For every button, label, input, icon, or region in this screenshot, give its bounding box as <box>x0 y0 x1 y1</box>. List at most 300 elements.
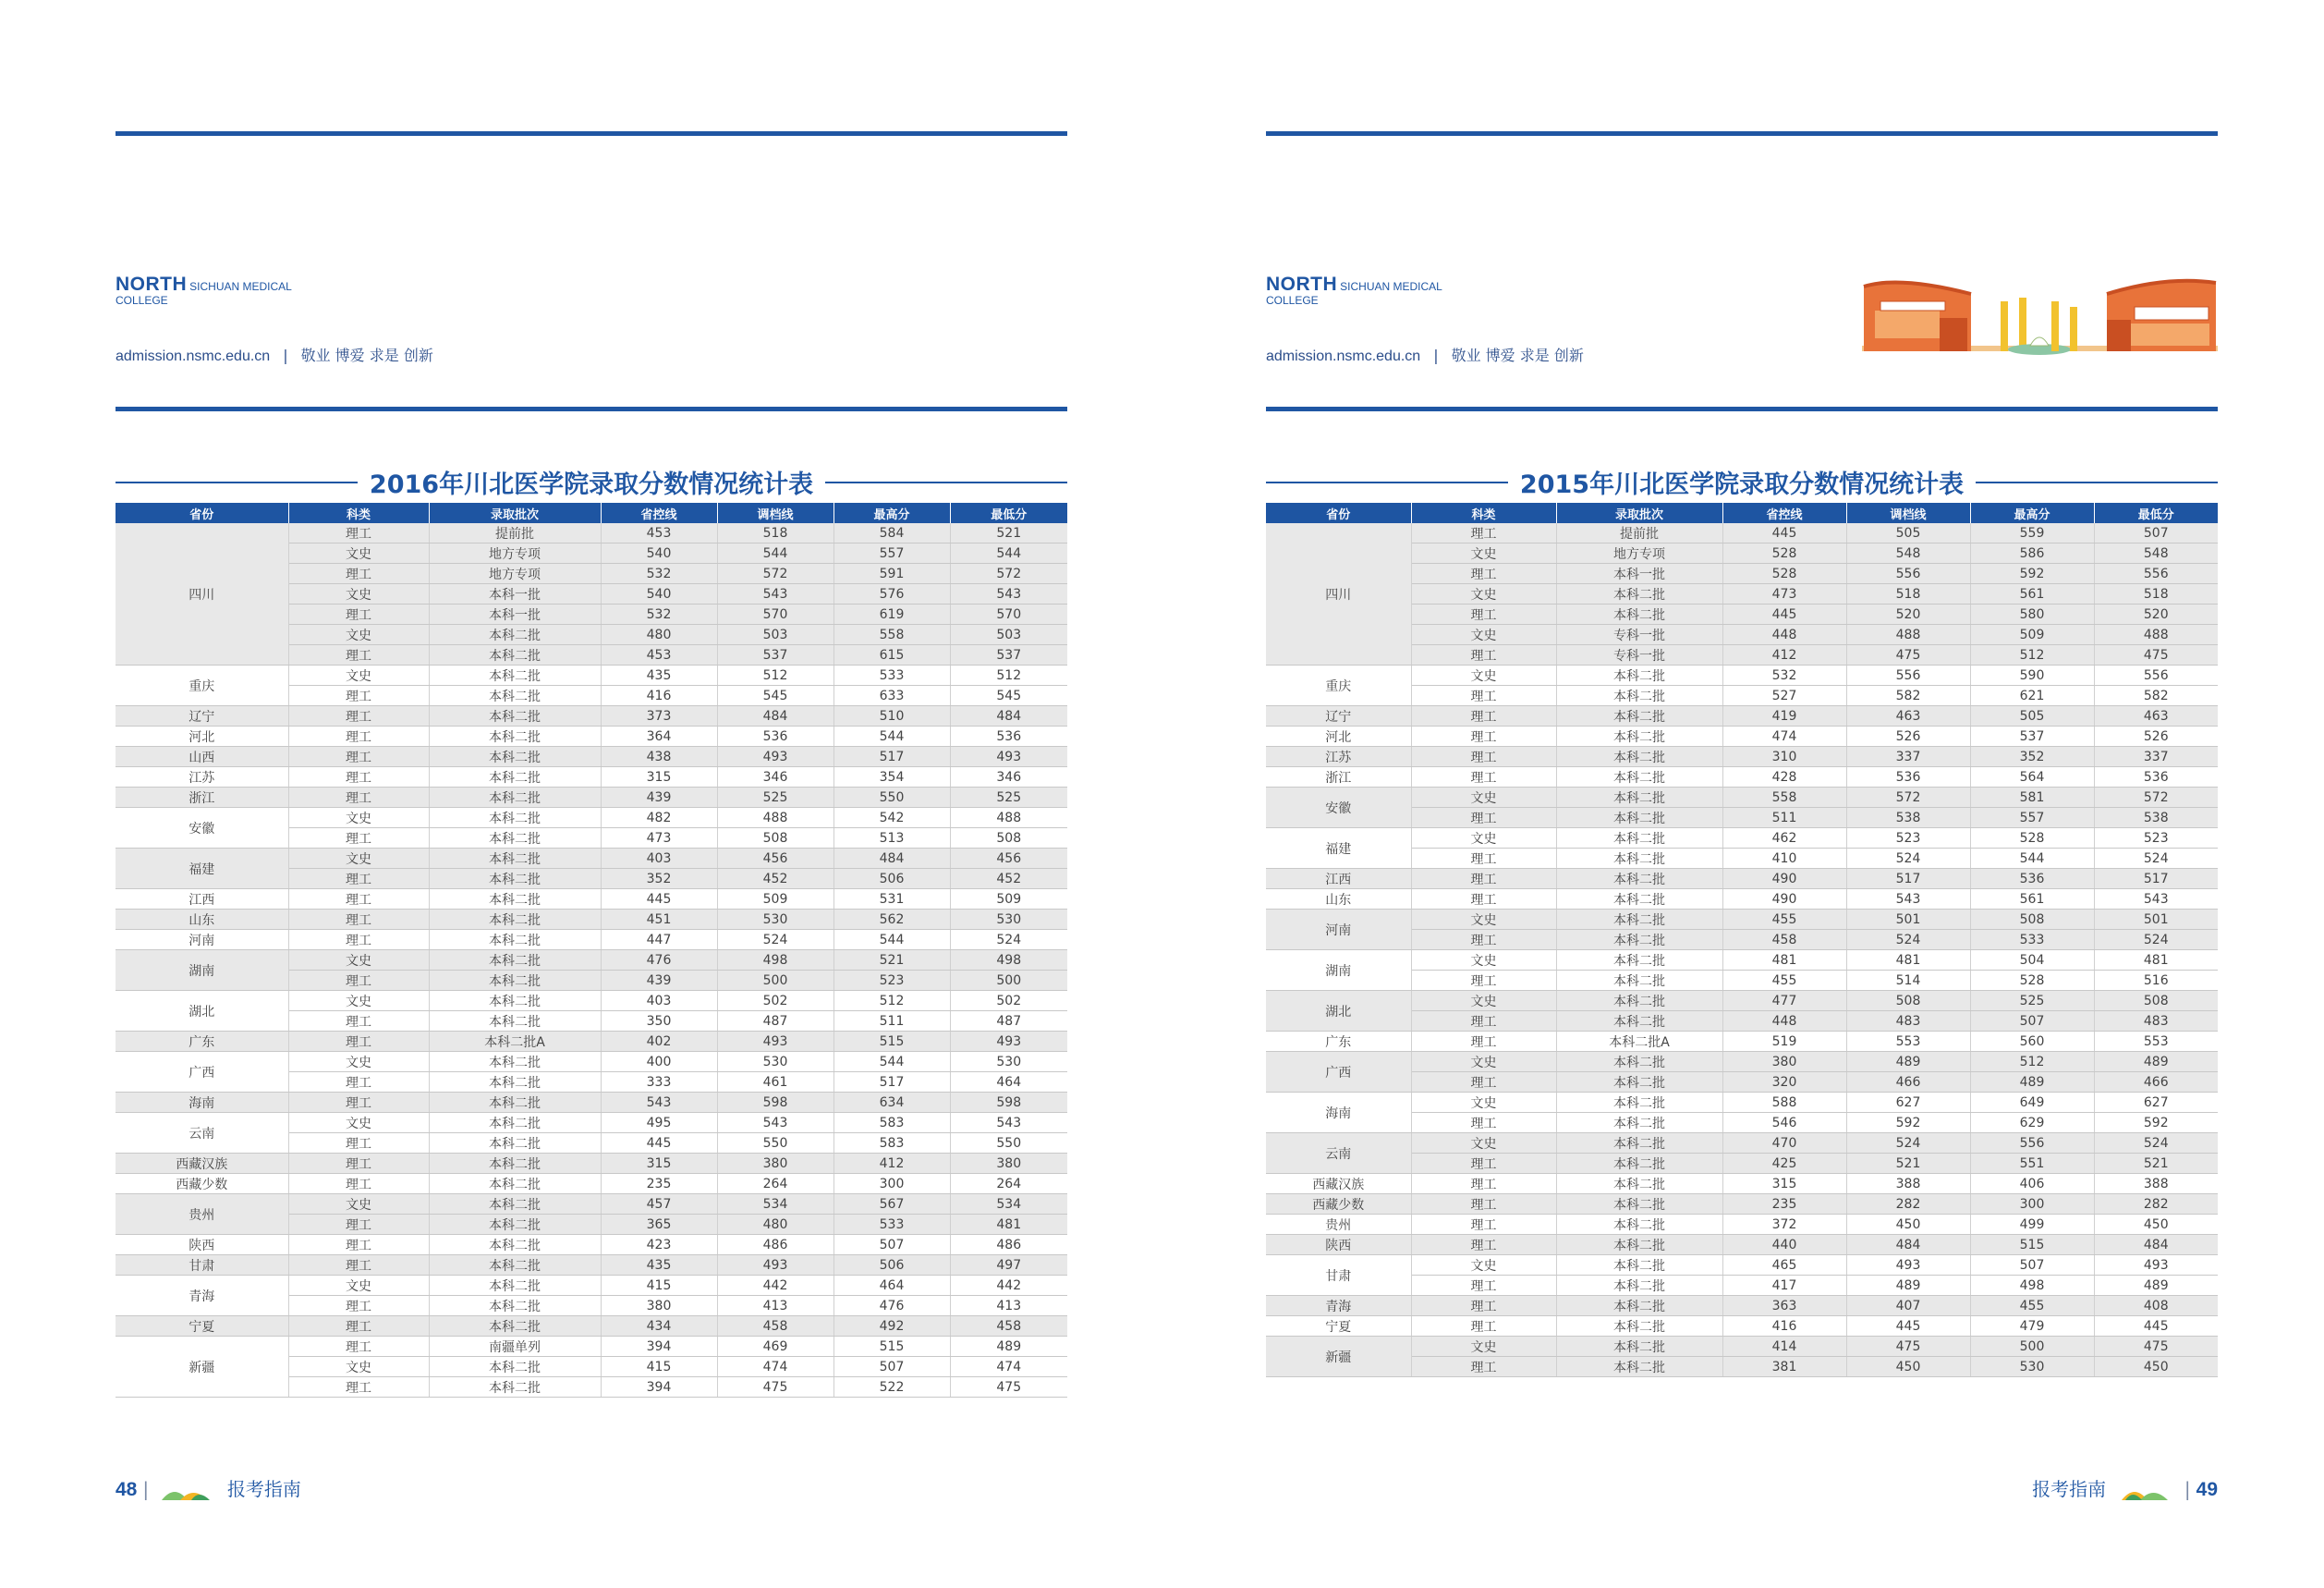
right-page <box>1266 0 2218 1588</box>
batch-cell: 本科二批 <box>1556 1215 1722 1235</box>
max-score-cell: 544 <box>1970 849 2094 869</box>
max-score-cell: 533 <box>833 1215 950 1235</box>
province-cell: 安徽 <box>116 808 288 849</box>
header-rule <box>116 407 1067 411</box>
batch-cell: 本科二批 <box>429 950 601 971</box>
subject-cell: 理工 <box>1411 808 1556 828</box>
control-line-cell: 315 <box>601 767 717 788</box>
batch-cell: 本科二批 <box>429 1235 601 1255</box>
min-score-cell: 498 <box>950 950 1067 971</box>
threshold-cell: 514 <box>1846 971 1970 991</box>
threshold-cell: 337 <box>1846 747 1970 767</box>
table-row <box>116 1174 1067 1194</box>
max-score-cell: 649 <box>1970 1093 2094 1113</box>
control-line-cell: 435 <box>601 1255 717 1276</box>
threshold-cell: 484 <box>717 706 833 727</box>
max-score-cell: 619 <box>833 605 950 625</box>
control-line-cell: 403 <box>601 849 717 869</box>
brand-college: COLLEGE <box>1266 294 1319 307</box>
threshold-cell: 525 <box>717 788 833 808</box>
batch-cell: 本科二批 <box>429 1052 601 1072</box>
subject-cell: 理工 <box>1411 686 1556 706</box>
batch-cell: 本科二批 <box>429 625 601 645</box>
threshold-cell: 480 <box>717 1215 833 1235</box>
batch-cell: 地方专项 <box>429 564 601 584</box>
province-cell: 河南 <box>1266 910 1411 950</box>
subject-cell: 文史 <box>288 1357 429 1377</box>
max-score-cell: 492 <box>833 1316 950 1337</box>
threshold-cell: 553 <box>1846 1032 1970 1052</box>
table-row <box>1266 1194 2218 1215</box>
min-score-cell: 556 <box>2094 564 2218 584</box>
min-score-cell: 530 <box>950 1052 1067 1072</box>
batch-header: 录取批次 <box>429 503 601 523</box>
brand-north: NORTH <box>1266 274 1338 295</box>
threshold-cell: 488 <box>717 808 833 828</box>
subject-cell: 理工 <box>1411 1032 1556 1052</box>
subject-cell: 理工 <box>1411 1011 1556 1032</box>
subject-cell: 文史 <box>1411 1337 1556 1357</box>
max-score-cell: 576 <box>833 584 950 605</box>
max-score-cell: 586 <box>1970 544 2094 564</box>
max-score-cell: 528 <box>1970 828 2094 849</box>
min-score-cell: 450 <box>2094 1357 2218 1377</box>
table-row <box>116 788 1067 808</box>
min-score-cell: 503 <box>950 625 1067 645</box>
min-score-cell: 500 <box>950 971 1067 991</box>
table-row <box>1266 991 2218 1011</box>
threshold-cell: 264 <box>717 1174 833 1194</box>
threshold-cell: 493 <box>1846 1255 1970 1276</box>
max-score-cell: 557 <box>1970 808 2094 828</box>
subject-cell: 理工 <box>1411 930 1556 950</box>
min-score-cell: 502 <box>950 991 1067 1011</box>
batch-cell: 提前批 <box>429 523 601 544</box>
threshold-cell: 493 <box>717 1032 833 1052</box>
threshold-cell: 413 <box>717 1296 833 1316</box>
subject-cell: 理工 <box>288 788 429 808</box>
subject-cell: 理工 <box>288 1255 429 1276</box>
table-title-2015 <box>1266 462 2218 499</box>
batch-cell: 本科二批 <box>429 808 601 828</box>
control-line-cell: 458 <box>1722 930 1846 950</box>
threshold-cell: 498 <box>717 950 833 971</box>
control-line-cell: 455 <box>1722 910 1846 930</box>
min-score-cell: 550 <box>950 1133 1067 1154</box>
control-line-cell: 435 <box>601 666 717 686</box>
control-line-cell: 315 <box>1722 1174 1846 1194</box>
subject-cell: 文史 <box>288 808 429 828</box>
max-score-cell: 528 <box>1970 971 2094 991</box>
subject-cell: 理工 <box>1411 1113 1556 1133</box>
max-score-cell: 515 <box>833 1337 950 1357</box>
max-score-cell: 557 <box>833 544 950 564</box>
min-score-cell: 627 <box>2094 1093 2218 1113</box>
province-cell: 江西 <box>1266 869 1411 889</box>
batch-cell: 本科二批 <box>1556 1357 1722 1377</box>
control-line-cell: 558 <box>1722 788 1846 808</box>
max-score-cell: 544 <box>833 727 950 747</box>
control-line-cell: 434 <box>601 1316 717 1337</box>
threshold-cell: 523 <box>1846 828 1970 849</box>
max-score-cell: 550 <box>833 788 950 808</box>
control-line-cell: 445 <box>1722 605 1846 625</box>
threshold-cell: 461 <box>717 1072 833 1093</box>
min-score-cell: 450 <box>2094 1215 2218 1235</box>
table-row <box>116 767 1067 788</box>
max-score-cell: 634 <box>833 1093 950 1113</box>
subject-cell: 理工 <box>288 1154 429 1174</box>
max-score-cell: 615 <box>833 645 950 666</box>
website-link[interactable]: admission.nsmc.edu.cn <box>116 348 271 364</box>
province-cell: 山西 <box>116 747 288 767</box>
threshold-cell: 475 <box>1846 1337 1970 1357</box>
table-row <box>1266 869 2218 889</box>
max-score-cell: 542 <box>833 808 950 828</box>
threshold-cell: 487 <box>717 1011 833 1032</box>
control-line-cell: 402 <box>601 1032 717 1052</box>
batch-cell: 本科二批 <box>429 1133 601 1154</box>
min-score-cell: 493 <box>950 1032 1067 1052</box>
min-score-cell: 475 <box>950 1377 1067 1398</box>
threshold-cell: 407 <box>1846 1296 1970 1316</box>
threshold-cell: 530 <box>717 1052 833 1072</box>
batch-cell: 本科二批 <box>1556 971 1722 991</box>
batch-cell: 本科二批 <box>1556 828 1722 849</box>
subject-cell: 文史 <box>288 584 429 605</box>
min-score-cell: 521 <box>2094 1154 2218 1174</box>
table-row <box>116 1255 1067 1276</box>
min-score-cell: 282 <box>2094 1194 2218 1215</box>
tagline: admission.nsmc.edu.cn | 敬业 博爱 求是 创新 <box>1266 347 1584 364</box>
threshold-cell: 484 <box>1846 1235 1970 1255</box>
max-score-cell: 629 <box>1970 1113 2094 1133</box>
subject-cell: 理工 <box>288 971 429 991</box>
control-line-cell: 414 <box>1722 1337 1846 1357</box>
max-score-cell: 507 <box>833 1357 950 1377</box>
table-row <box>1266 727 2218 747</box>
control-line-cell: 540 <box>601 584 717 605</box>
threshold-cell: 518 <box>1846 584 1970 605</box>
subject-cell: 理工 <box>288 645 429 666</box>
threshold-cell: 445 <box>1846 1316 1970 1337</box>
min-score-cell: 534 <box>950 1194 1067 1215</box>
control-line-header: 省控线 <box>601 503 717 523</box>
table-row <box>1266 706 2218 727</box>
batch-cell: 地方专项 <box>1556 544 1722 564</box>
batch-header: 录取批次 <box>1556 503 1722 523</box>
province-cell: 江西 <box>116 889 288 910</box>
max-score-cell: 515 <box>1970 1235 2094 1255</box>
subject-cell: 理工 <box>1411 1357 1556 1377</box>
max-score-cell: 512 <box>1970 645 2094 666</box>
control-line-cell: 423 <box>601 1235 717 1255</box>
threshold-cell: 592 <box>1846 1113 1970 1133</box>
province-cell: 河北 <box>116 727 288 747</box>
min-score-cell: 445 <box>2094 1316 2218 1337</box>
threshold-cell: 474 <box>717 1357 833 1377</box>
batch-cell: 本科二批 <box>1556 686 1722 706</box>
province-cell: 江苏 <box>1266 747 1411 767</box>
control-line-cell: 439 <box>601 971 717 991</box>
province-cell: 云南 <box>1266 1133 1411 1174</box>
control-line-cell: 470 <box>1722 1133 1846 1154</box>
control-line-cell: 381 <box>1722 1357 1846 1377</box>
batch-cell: 本科二批 <box>1556 1133 1722 1154</box>
min-score-cell: 523 <box>2094 828 2218 849</box>
control-line-cell: 473 <box>601 828 717 849</box>
min-score-cell: 466 <box>2094 1072 2218 1093</box>
max-score-cell: 580 <box>1970 605 2094 625</box>
max-score-cell: 533 <box>833 666 950 686</box>
control-line-cell: 528 <box>1722 564 1846 584</box>
max-score-cell: 530 <box>1970 1357 2094 1377</box>
subject-cell: 文史 <box>1411 1133 1556 1154</box>
max-score-cell: 512 <box>833 991 950 1011</box>
control-line-cell: 415 <box>601 1276 717 1296</box>
max-score-cell: 561 <box>1970 889 2094 910</box>
batch-cell: 本科二批 <box>429 767 601 788</box>
control-line-cell: 532 <box>601 564 717 584</box>
control-line-cell: 410 <box>1722 849 1846 869</box>
province-cell: 广西 <box>1266 1052 1411 1093</box>
min-score-cell: 388 <box>2094 1174 2218 1194</box>
subject-cell: 理工 <box>1411 869 1556 889</box>
province-cell: 重庆 <box>1266 666 1411 706</box>
max-score-cell: 531 <box>833 889 950 910</box>
province-cell: 山东 <box>116 910 288 930</box>
province-cell: 河南 <box>116 930 288 950</box>
subject-cell: 文史 <box>1411 666 1556 686</box>
min-score-cell: 489 <box>2094 1276 2218 1296</box>
subject-cell: 理工 <box>1411 767 1556 788</box>
min-score-cell: 508 <box>2094 991 2218 1011</box>
control-line-cell: 448 <box>1722 1011 1846 1032</box>
batch-cell: 本科二批 <box>429 1296 601 1316</box>
province-cell: 广东 <box>116 1032 288 1052</box>
subject-cell: 理工 <box>1411 1174 1556 1194</box>
subject-cell: 理工 <box>1411 1194 1556 1215</box>
control-line-cell: 425 <box>1722 1154 1846 1174</box>
page-footer-left: 48 | 报考指南 <box>116 1478 301 1500</box>
batch-cell: 本科二批 <box>429 1316 601 1337</box>
batch-cell: 本科二批 <box>1556 1011 1722 1032</box>
batch-cell: 本科二批 <box>1556 808 1722 828</box>
control-line-cell: 465 <box>1722 1255 1846 1276</box>
max-score-cell: 551 <box>1970 1154 2094 1174</box>
batch-cell: 本科一批 <box>429 584 601 605</box>
province-cell: 四川 <box>1266 523 1411 666</box>
min-score-cell: 530 <box>950 910 1067 930</box>
min-score-cell: 483 <box>2094 1011 2218 1032</box>
threshold-cell: 505 <box>1846 523 1970 544</box>
subject-cell: 理工 <box>288 727 429 747</box>
min-score-cell: 489 <box>950 1337 1067 1357</box>
brand-college: COLLEGE <box>116 294 168 307</box>
table-title-text: 2015年川北医学院录取分数情况统计表 <box>1519 470 1965 499</box>
max-score-cell: 499 <box>1970 1215 2094 1235</box>
province-cell: 青海 <box>1266 1296 1411 1316</box>
min-score-cell: 526 <box>2094 727 2218 747</box>
province-cell: 安徽 <box>1266 788 1411 828</box>
max-score-cell: 560 <box>1970 1032 2094 1052</box>
max-score-cell: 581 <box>1970 788 2094 808</box>
batch-cell: 本科二批 <box>429 1255 601 1276</box>
table-row <box>116 889 1067 910</box>
province-cell: 甘肃 <box>1266 1255 1411 1296</box>
batch-cell: 本科二批 <box>1556 788 1722 808</box>
min-score-cell: 489 <box>2094 1052 2218 1072</box>
subject-cell: 文史 <box>1411 1052 1556 1072</box>
province-cell: 福建 <box>116 849 288 889</box>
table-row <box>116 950 1067 971</box>
subject-cell: 理工 <box>288 1296 429 1316</box>
max-score-cell: 583 <box>833 1133 950 1154</box>
batch-cell: 本科二批 <box>429 645 601 666</box>
province-cell: 四川 <box>116 523 288 666</box>
threshold-cell: 524 <box>1846 1133 1970 1154</box>
batch-cell: 本科二批A <box>1556 1032 1722 1052</box>
subject-cell: 文史 <box>1411 828 1556 849</box>
subject-header: 科类 <box>1411 503 1556 523</box>
control-line-cell: 453 <box>601 523 717 544</box>
control-line-cell: 481 <box>1722 950 1846 971</box>
min-score-cell: 408 <box>2094 1296 2218 1316</box>
subject-cell: 理工 <box>288 1072 429 1093</box>
threshold-cell: 509 <box>717 889 833 910</box>
subject-cell: 理工 <box>1411 971 1556 991</box>
table-row <box>1266 523 2218 544</box>
max-score-cell: 537 <box>1970 727 2094 747</box>
table-row <box>1266 1133 2218 1154</box>
min-score-cell: 475 <box>2094 645 2218 666</box>
threshold-cell: 538 <box>1846 808 1970 828</box>
top-rule <box>1266 131 2218 136</box>
min-score-cell: 518 <box>2094 584 2218 605</box>
max-score-cell: 544 <box>833 1052 950 1072</box>
control-line-cell: 445 <box>601 1133 717 1154</box>
subject-cell: 理工 <box>288 1133 429 1154</box>
subject-cell: 理工 <box>1411 747 1556 767</box>
batch-cell: 本科二批 <box>429 1011 601 1032</box>
province-cell: 贵州 <box>1266 1215 1411 1235</box>
subject-cell: 文史 <box>288 950 429 971</box>
min-score-cell: 464 <box>950 1072 1067 1093</box>
control-line-cell: 453 <box>601 645 717 666</box>
batch-cell: 本科二批 <box>1556 889 1722 910</box>
province-cell: 新疆 <box>1266 1337 1411 1377</box>
subject-cell: 文史 <box>1411 910 1556 930</box>
province-cell: 广东 <box>1266 1032 1411 1052</box>
subject-cell: 理工 <box>1411 1072 1556 1093</box>
max-score-cell: 544 <box>833 930 950 950</box>
max-score-cell: 621 <box>1970 686 2094 706</box>
batch-cell: 专科一批 <box>1556 645 1722 666</box>
subject-cell: 理工 <box>1411 1154 1556 1174</box>
batch-cell: 专科一批 <box>1556 625 1722 645</box>
table-row <box>1266 788 2218 808</box>
province-cell: 宁夏 <box>1266 1316 1411 1337</box>
subject-cell: 文史 <box>288 1276 429 1296</box>
province-cell: 甘肃 <box>116 1255 288 1276</box>
min-score-cell: 380 <box>950 1154 1067 1174</box>
threshold-cell: 570 <box>717 605 833 625</box>
table-row <box>116 1235 1067 1255</box>
min-score-cell: 537 <box>950 645 1067 666</box>
min-score-cell: 544 <box>950 544 1067 564</box>
control-line-cell: 495 <box>601 1113 717 1133</box>
table-row <box>1266 1174 2218 1194</box>
control-line-cell: 419 <box>1722 706 1846 727</box>
threshold-cell: 521 <box>1846 1154 1970 1174</box>
hills-icon <box>160 1480 213 1502</box>
province-cell: 贵州 <box>116 1194 288 1235</box>
batch-cell: 本科一批 <box>1556 564 1722 584</box>
province-cell: 湖南 <box>116 950 288 991</box>
province-cell: 江苏 <box>116 767 288 788</box>
threshold-cell: 486 <box>717 1235 833 1255</box>
max-score-cell: 500 <box>1970 1337 2094 1357</box>
min-score-cell: 592 <box>2094 1113 2218 1133</box>
threshold-cell: 524 <box>717 930 833 950</box>
subject-cell: 理工 <box>288 869 429 889</box>
threshold-cell: 503 <box>717 625 833 645</box>
min-score-cell: 488 <box>950 808 1067 828</box>
table-row <box>1266 950 2218 971</box>
batch-cell: 本科二批 <box>1556 1316 1722 1337</box>
table-row <box>1266 747 2218 767</box>
control-line-cell: 380 <box>601 1296 717 1316</box>
control-line-cell: 543 <box>601 1093 717 1113</box>
table-row <box>116 849 1067 869</box>
batch-cell: 提前批 <box>1556 523 1722 544</box>
batch-cell: 本科二批 <box>1556 1194 1722 1215</box>
max-score-cell: 489 <box>1970 1072 2094 1093</box>
threshold-cell: 536 <box>717 727 833 747</box>
table-row <box>116 1154 1067 1174</box>
subject-cell: 理工 <box>288 1377 429 1398</box>
min-score-cell: 525 <box>950 788 1067 808</box>
table-row <box>116 666 1067 686</box>
threshold-cell: 450 <box>1846 1215 1970 1235</box>
table-row <box>116 523 1067 544</box>
control-line-header: 省控线 <box>1722 503 1846 523</box>
website-link[interactable]: admission.nsmc.edu.cn <box>1266 348 1421 364</box>
province-cell: 海南 <box>1266 1093 1411 1133</box>
batch-cell: 本科二批 <box>1556 747 1722 767</box>
batch-cell: 本科一批 <box>429 605 601 625</box>
table-row <box>116 930 1067 950</box>
province-cell: 云南 <box>116 1113 288 1154</box>
control-line-cell: 447 <box>601 930 717 950</box>
subject-cell: 理工 <box>288 1093 429 1113</box>
min-score-cell: 536 <box>950 727 1067 747</box>
min-score-cell: 524 <box>2094 849 2218 869</box>
province-cell: 青海 <box>116 1276 288 1316</box>
threshold-cell: 556 <box>1846 666 1970 686</box>
threshold-cell: 543 <box>717 584 833 605</box>
min-score-header: 最低分 <box>950 503 1067 523</box>
min-score-cell: 598 <box>950 1093 1067 1113</box>
table-row <box>1266 1337 2218 1357</box>
min-score-cell: 475 <box>2094 1337 2218 1357</box>
top-rule <box>116 131 1067 136</box>
max-score-cell: 464 <box>833 1276 950 1296</box>
table-header-row <box>1266 503 2218 523</box>
threshold-cell: 582 <box>1846 686 1970 706</box>
min-score-cell: 572 <box>2094 788 2218 808</box>
batch-cell: 本科二批 <box>429 706 601 727</box>
